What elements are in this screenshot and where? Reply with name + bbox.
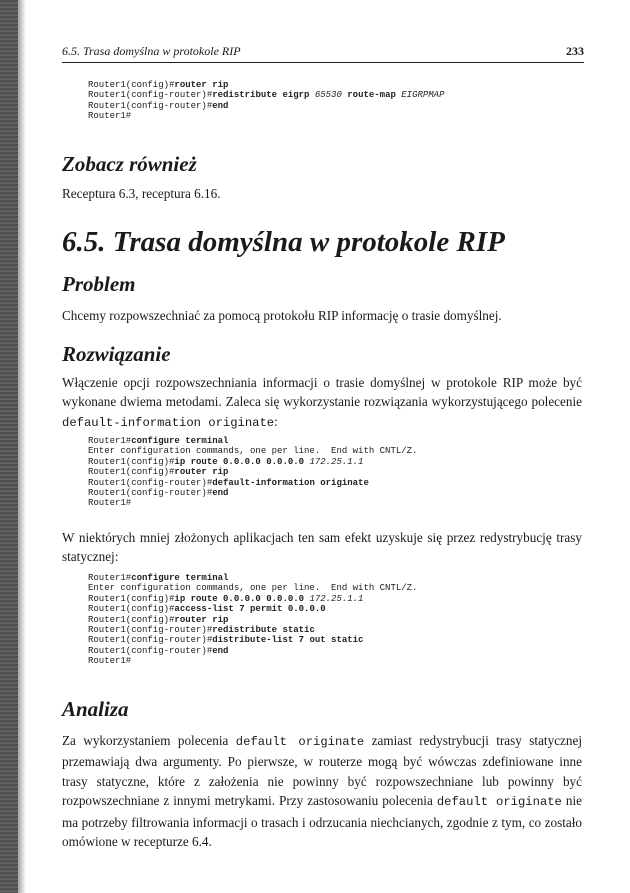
- analysis-text: Za wykorzystaniem polecenia default originate zamiast redystrybucji trasy statycznej przemawiają dwa argumenty. Po pierwsze, w routerze mogą być wówczas zdefiniowane inne trasy statyczne, które z założenia nie powinny być rozpowszechniane lub powinny być rozpowszechniane z innymi metrykami. Przy zastosowaniu polecenia default originate nie ma potrzeby filtrowania informacji o trasach i odrzucania niechcianych, zgodnie z tym, co zostało omówione w recepturze 6.4.: [62, 733, 583, 850]
- solution-intro: Włączenie opcji rozpowszechniania informacji o trasie domyślnej w protokole RIP może być wykonane dwiema metodami. Zaleca się wykorzystanie rozwiązania wykorzystującego polecenie default-information originate:: [62, 375, 582, 430]
- see-also-text: Receptura 6.3, receptura 6.16.: [62, 186, 221, 201]
- code-block-2: [88, 573, 417, 667]
- code-line: Router1(config)#router rip: [88, 467, 229, 478]
- code-line: Router1(config)#ip route 0.0.0.0 0.0.0.0 172.25.1.1: [88, 593, 364, 604]
- code-line: Router1(config)#ip route 0.0.0.0 0.0.0.0 172.25.1.1: [88, 456, 364, 467]
- code-block-1: [88, 436, 417, 509]
- code-line: Router1(config-router)#end: [88, 487, 229, 498]
- code-line: Router1(config-router)#end: [88, 100, 229, 111]
- see-also-heading: Zobacz również: [62, 152, 197, 176]
- chapter-title: 6.5. Trasa domyślna w protokole RIP: [62, 226, 505, 258]
- scan-binding-shadow: [18, 0, 26, 893]
- code-line: Enter configuration commands, one per line. End with CNTL/Z.: [88, 583, 418, 594]
- problem-text: Chcemy rozpowszechniać za pomocą protokołu RIP informację o trasie domyślnej.: [62, 308, 502, 323]
- code-line: Router1(config-router)#distribute-list 7 out static: [88, 635, 364, 646]
- solution-middle-text: W niektórych mniej złożonych aplikacjach ten sam efekt uzyskuje się przez redystrybucję trasy statycznej:: [62, 530, 582, 565]
- running-head-title: 6.5. Trasa domyślna w protokole RIP: [62, 44, 241, 58]
- scan-binding-edge: [0, 0, 18, 893]
- code-line: Router1#: [88, 656, 132, 667]
- code-line: Router1(config)#access-list 7 permit 0.0.0.0: [88, 604, 326, 615]
- page-number: 233: [566, 44, 584, 58]
- solution-heading: Rozwiązanie: [62, 342, 171, 366]
- code-line: Router1#: [88, 111, 132, 122]
- inline-code: default-information originate: [62, 415, 275, 430]
- inline-code: default originate: [436, 795, 562, 810]
- code-line: Enter configuration commands, one per line. End with CNTL/Z.: [88, 446, 418, 457]
- code-line: Router1(config-router)#redistribute static: [88, 624, 315, 635]
- problem-heading: Problem: [62, 272, 136, 296]
- code-line: Router1#configure terminal: [88, 436, 229, 446]
- inline-code: default originate: [235, 735, 365, 749]
- code-line: Router1(config)#router rip: [88, 80, 229, 90]
- code-line: Router1(config)#router rip: [88, 614, 229, 625]
- analysis-heading: Analiza: [62, 697, 129, 721]
- running-head: [62, 44, 584, 63]
- code-block-top: [88, 80, 444, 122]
- code-line: Router1(config-router)#end: [88, 645, 229, 656]
- code-line: Router1(config-router)#redistribute eigrp 65530 route-map EIGRPMAP: [88, 90, 445, 101]
- code-line: Router1#configure terminal: [88, 573, 229, 583]
- code-line: Router1#: [88, 498, 132, 509]
- code-line: Router1(config-router)#default-information originate: [88, 477, 369, 488]
